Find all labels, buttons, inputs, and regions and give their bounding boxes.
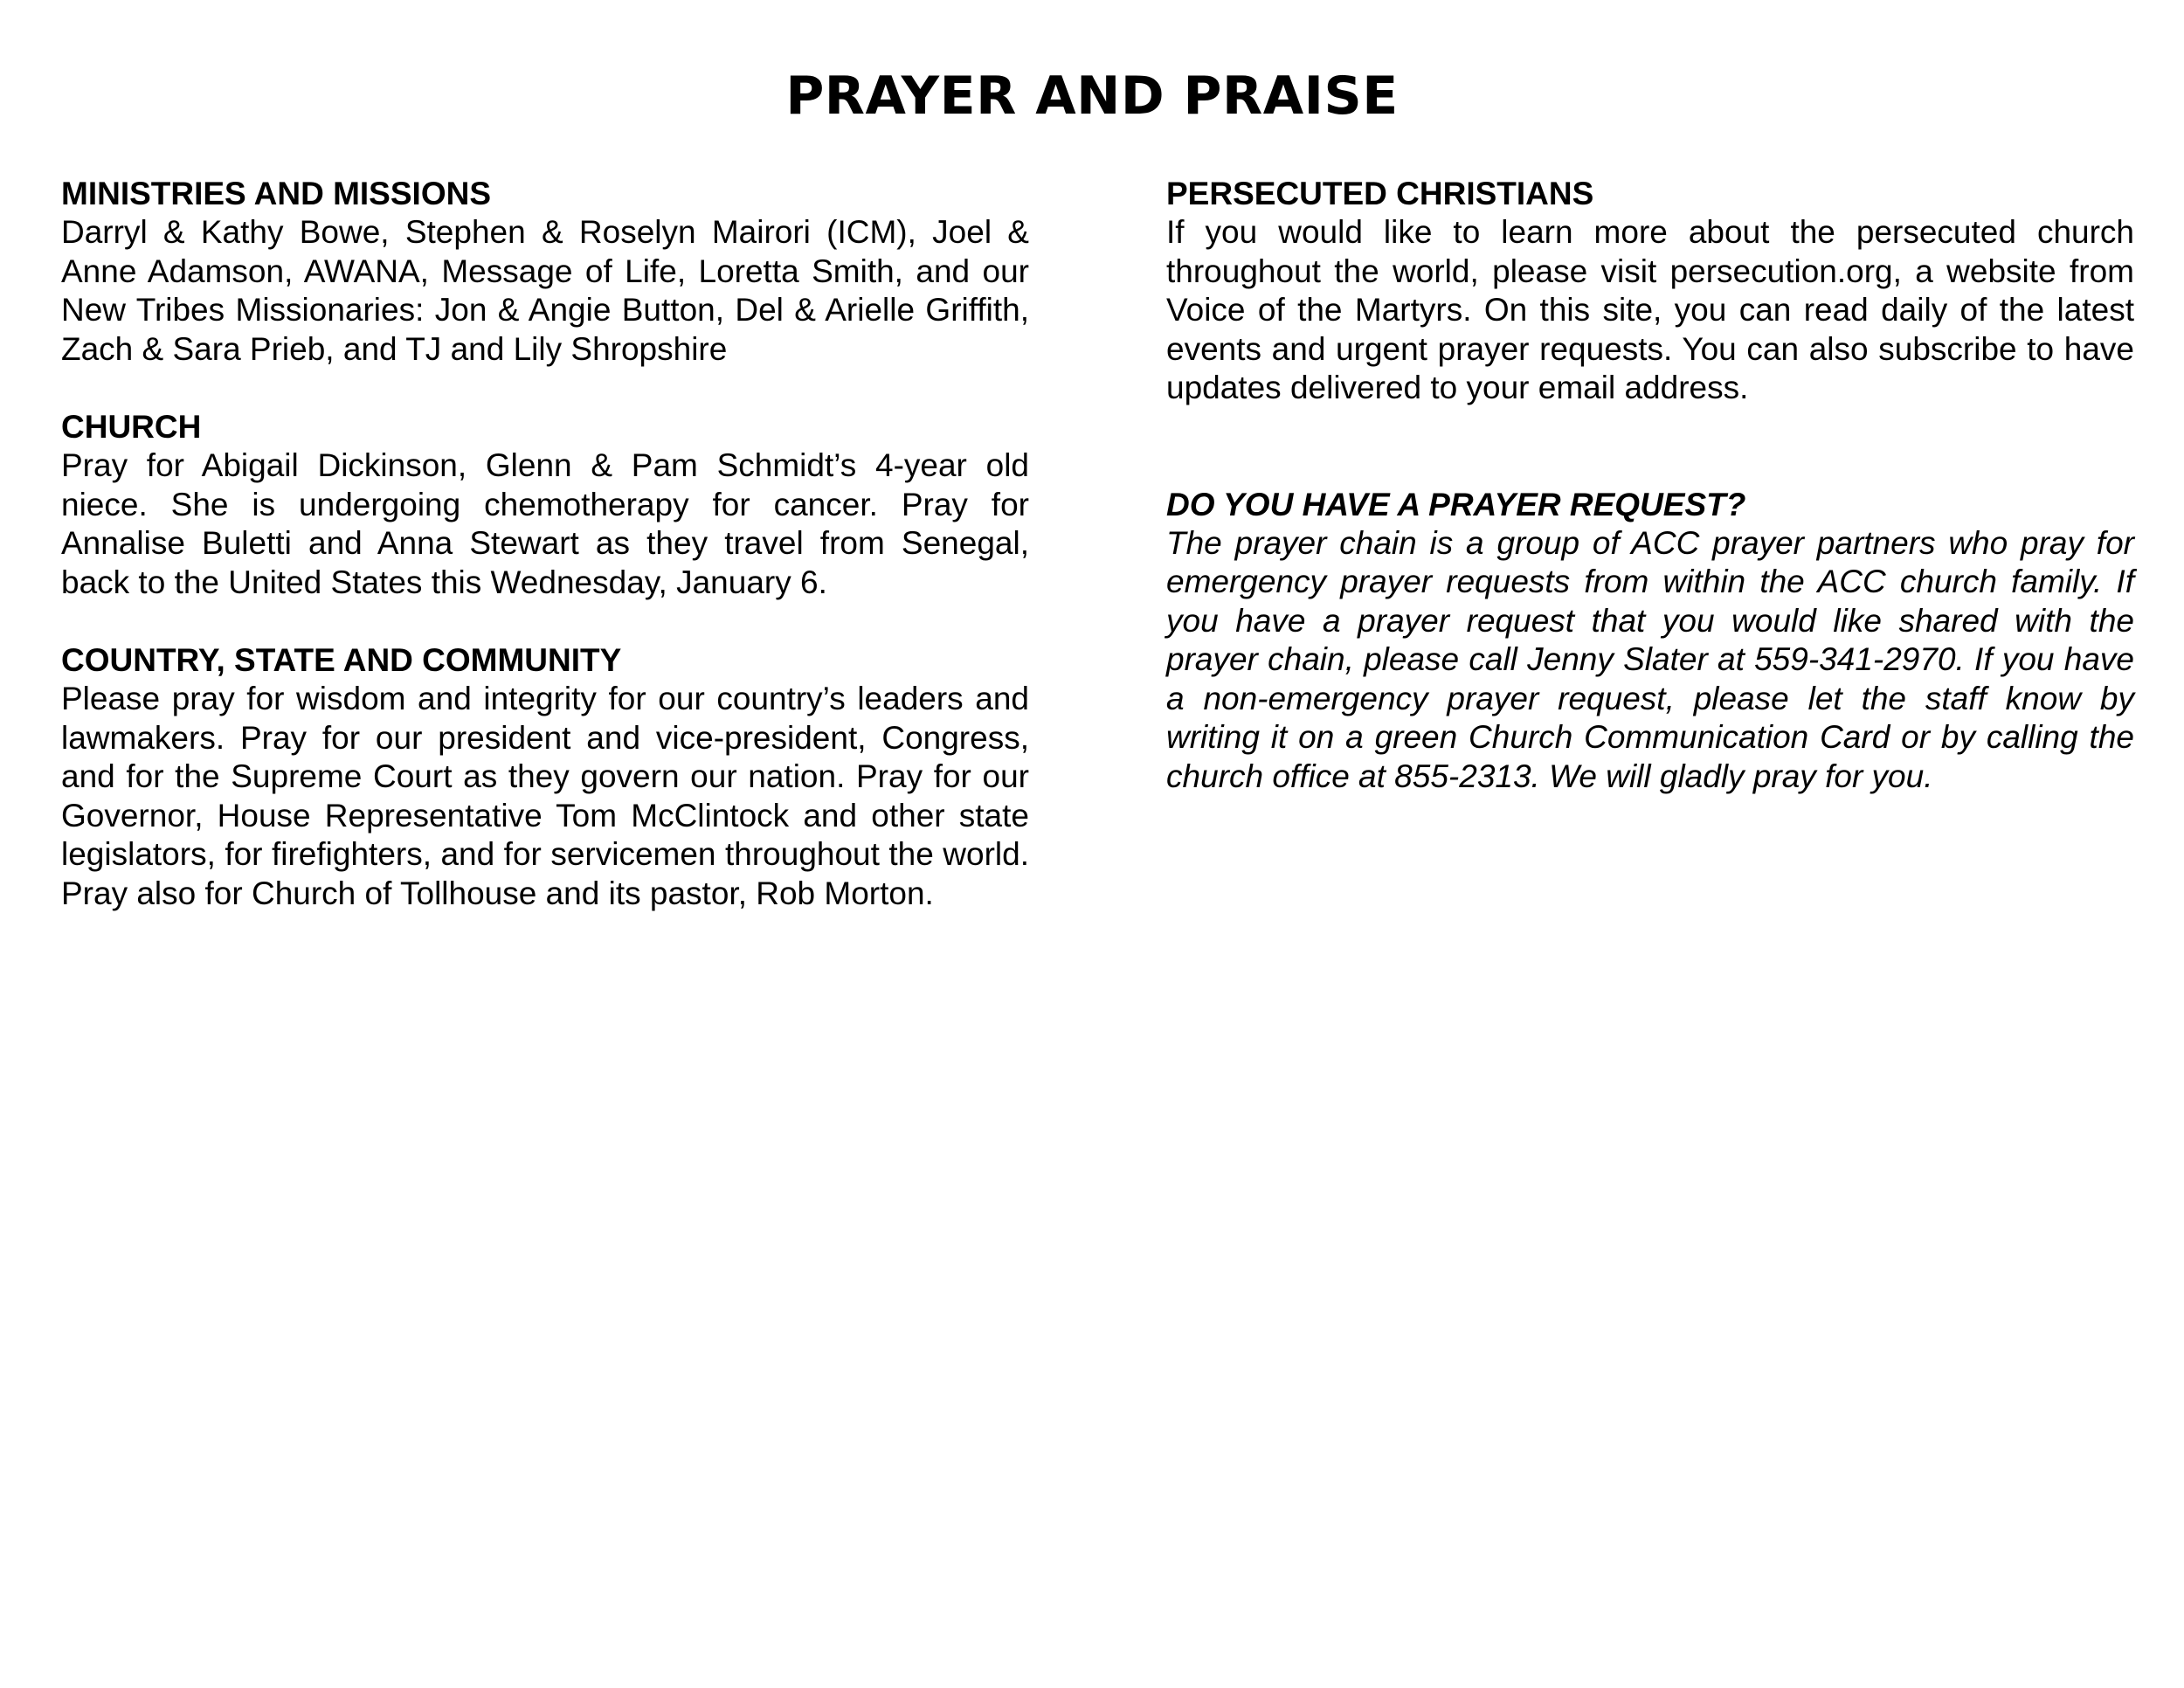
section-body: Please pray for wisdom and integrity for our country’s leaders and lawmakers. Pray for our president and vice-president, Congress, and for the Supreme Court as they govern our nation. Pray for our Governor, House Representative Tom McClintock and other state legislators, for firefighters, and for servicemen throughout the world. Pray also for Church of Tollhouse and its pastor, Rob Morton. [61, 681, 1029, 911]
section-body: If you would like to learn more about the persecuted church throughout the world, please visit persecution.org, a website from Voice of the Martyrs. On this site, you can read daily of the latest events and urgent prayer requests. You can also subscribe to have updates delivered to your email address. [1166, 214, 2134, 405]
right-column [1166, 175, 2134, 796]
section-country-state-community [61, 641, 1029, 913]
section-heading: PERSECUTED CHRISTIANS [1166, 176, 1594, 211]
section-heading: COUNTRY, STATE AND COMMUNITY [61, 642, 622, 678]
page-title: PRAYER AND PRAISE [785, 66, 1399, 127]
section-heading: MINISTRIES AND MISSIONS [61, 176, 492, 211]
section-body: The prayer chain is a group of ACC prayer partners who pray for emergency prayer requests from within the ACC church family. If you have a prayer request that you would like shared with the prayer chain, please call Jenny Slater at 559-341-2970. If you have a non-emergency prayer request, please let the staff know by writing it on a green Church Communication Card or by calling the church office at 855-2313. We will gladly pray for you. [1166, 524, 2134, 794]
section-heading: CHURCH [61, 409, 202, 445]
section-body: Darryl & Kathy Bowe, Stephen & Roselyn Mairori (ICM), Joel & Anne Adamson, AWANA, Message of Life, Loretta Smith, and our New Tribes Missionaries: Jon & Angie Button, Del & Arielle Griffith, Zach & Sara Prieb, and TJ and Lily Shropshire [61, 214, 1029, 367]
section-persecuted-christians [1166, 175, 2134, 408]
section-body: Pray for Abigail Dickinson, Glenn & Pam Schmidt’s 4-year old niece. She is undergoing chemotherapy for cancer. Pray for Annalise Buletti and Anna Stewart as they travel from Senegal, back to the United States this Wednesday, January 6. [61, 447, 1029, 600]
section-prayer-request [1166, 486, 2134, 797]
section-ministries-and-missions [61, 175, 1029, 369]
section-church [61, 408, 1029, 602]
section-heading: DO YOU HAVE A PRAYER REQUEST? [1166, 486, 1746, 522]
left-column [61, 175, 1029, 913]
